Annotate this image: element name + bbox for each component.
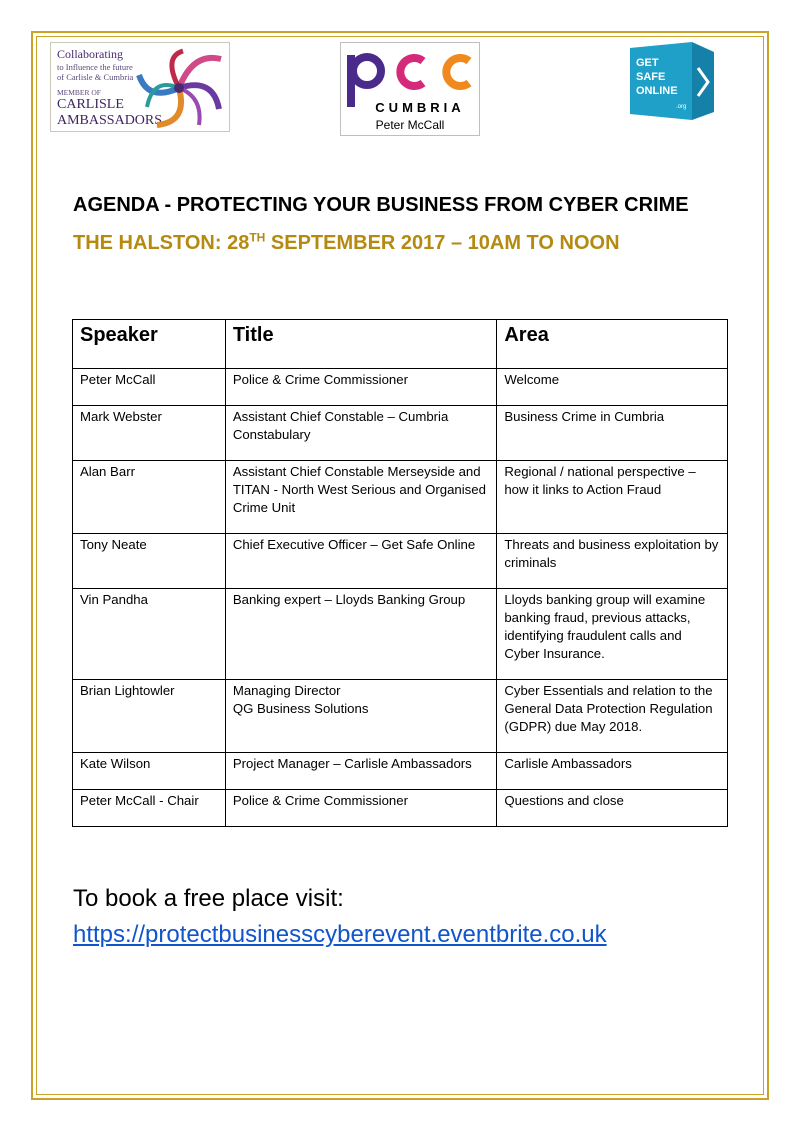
cell-title-line: Managing Director xyxy=(232,683,341,698)
table-row xyxy=(73,461,728,534)
gso-get: GET xyxy=(636,57,659,69)
table-row xyxy=(73,753,728,790)
cell-speaker: Kate Wilson xyxy=(73,753,226,790)
booking-link[interactable]: https://protectbusinesscyberevent.eventbrite.co.uk xyxy=(73,921,607,948)
cell-speaker: Vin Pandha xyxy=(73,589,226,680)
logo-tagline: Collaborating xyxy=(57,47,123,61)
cell-title: Banking expert – Lloyds Banking Group xyxy=(225,589,497,680)
gso-suffix: .org xyxy=(676,104,687,110)
column-header-speaker: Speaker xyxy=(73,320,226,369)
table-row xyxy=(73,534,728,589)
table-row xyxy=(73,790,728,827)
booking-instruction: To book a free place visit: xyxy=(73,885,344,912)
table-header-row xyxy=(73,320,728,369)
event-date-heading xyxy=(73,232,620,255)
cell-title-line: QG Business Solutions xyxy=(232,701,369,716)
cell-speaker: Alan Barr xyxy=(73,461,226,534)
cell-speaker: Mark Webster xyxy=(73,406,226,461)
logo-tagline-2: to Influence the future xyxy=(57,62,133,72)
cell-speaker: Tony Neate xyxy=(73,534,226,589)
table-row xyxy=(73,369,728,406)
agenda-table xyxy=(72,319,728,827)
cell-title: Police & Crime Commissioner xyxy=(225,790,497,827)
cell-speaker: Peter McCall - Chair xyxy=(73,790,226,827)
logo-carlisle: CARLISLE xyxy=(57,97,124,112)
pcc-cumbria-logo xyxy=(340,42,480,136)
logo-ambassadors: AMBASSADORS xyxy=(57,113,163,128)
carlisle-ambassadors-logo xyxy=(50,42,230,132)
cell-area: Lloyds banking group will examine banking fraud, previous attacks, identifying fraudulent calls and Cyber Insurance. xyxy=(497,589,728,680)
cell-speaker: Brian Lightowler xyxy=(73,680,226,753)
logo-tagline-3: of Carlisle & Cumbria xyxy=(57,72,134,82)
column-header-area: Area xyxy=(497,320,728,369)
gso-safe: SAFE xyxy=(636,71,666,83)
cell-area: Business Crime in Cumbria xyxy=(497,406,728,461)
agenda-title: AGENDA - PROTECTING YOUR BUSINESS FROM CYBER CRIME xyxy=(73,194,689,216)
table-row xyxy=(73,680,728,753)
get-safe-online-logo xyxy=(630,42,720,122)
cell-area: Questions and close xyxy=(497,790,728,827)
date-ordinal: TH xyxy=(249,230,266,245)
cell-speaker: Peter McCall xyxy=(73,369,226,406)
cell-title: Chief Executive Officer – Get Safe Online xyxy=(225,534,497,589)
cell-area: Welcome xyxy=(497,369,728,406)
cell-area: Threats and business exploitation by criminals xyxy=(497,534,728,589)
cell-title: Assistant Chief Constable – Cumbria Constabulary xyxy=(225,406,497,461)
cell-area: Cyber Essentials and relation to the General Data Protection Regulation (GDPR) due May 2018. xyxy=(497,680,728,753)
cell-area: Regional / national perspective – how it links to Action Fraud xyxy=(497,461,728,534)
event-time: SEPTEMBER 2017 – 10AM TO NOON xyxy=(265,232,620,254)
pcc-name: Peter McCall xyxy=(375,118,445,132)
event-venue-date: THE HALSTON: 28 xyxy=(73,232,250,254)
table-row xyxy=(73,406,728,461)
cell-title xyxy=(225,680,497,753)
table-row xyxy=(73,589,728,680)
gso-online: ONLINE xyxy=(636,85,678,97)
logo-member-of: MEMBER OF xyxy=(57,88,101,97)
swirl-icon xyxy=(133,47,225,129)
pcc-region: CUMBRIA xyxy=(375,100,465,115)
cell-title: Police & Crime Commissioner xyxy=(225,369,497,406)
cell-title: Assistant Chief Constable Merseyside and TITAN - North West Serious and Organised Crime Unit xyxy=(225,461,497,534)
cell-title: Project Manager – Carlisle Ambassadors xyxy=(225,753,497,790)
cell-area: Carlisle Ambassadors xyxy=(497,753,728,790)
column-header-title: Title xyxy=(225,320,497,369)
